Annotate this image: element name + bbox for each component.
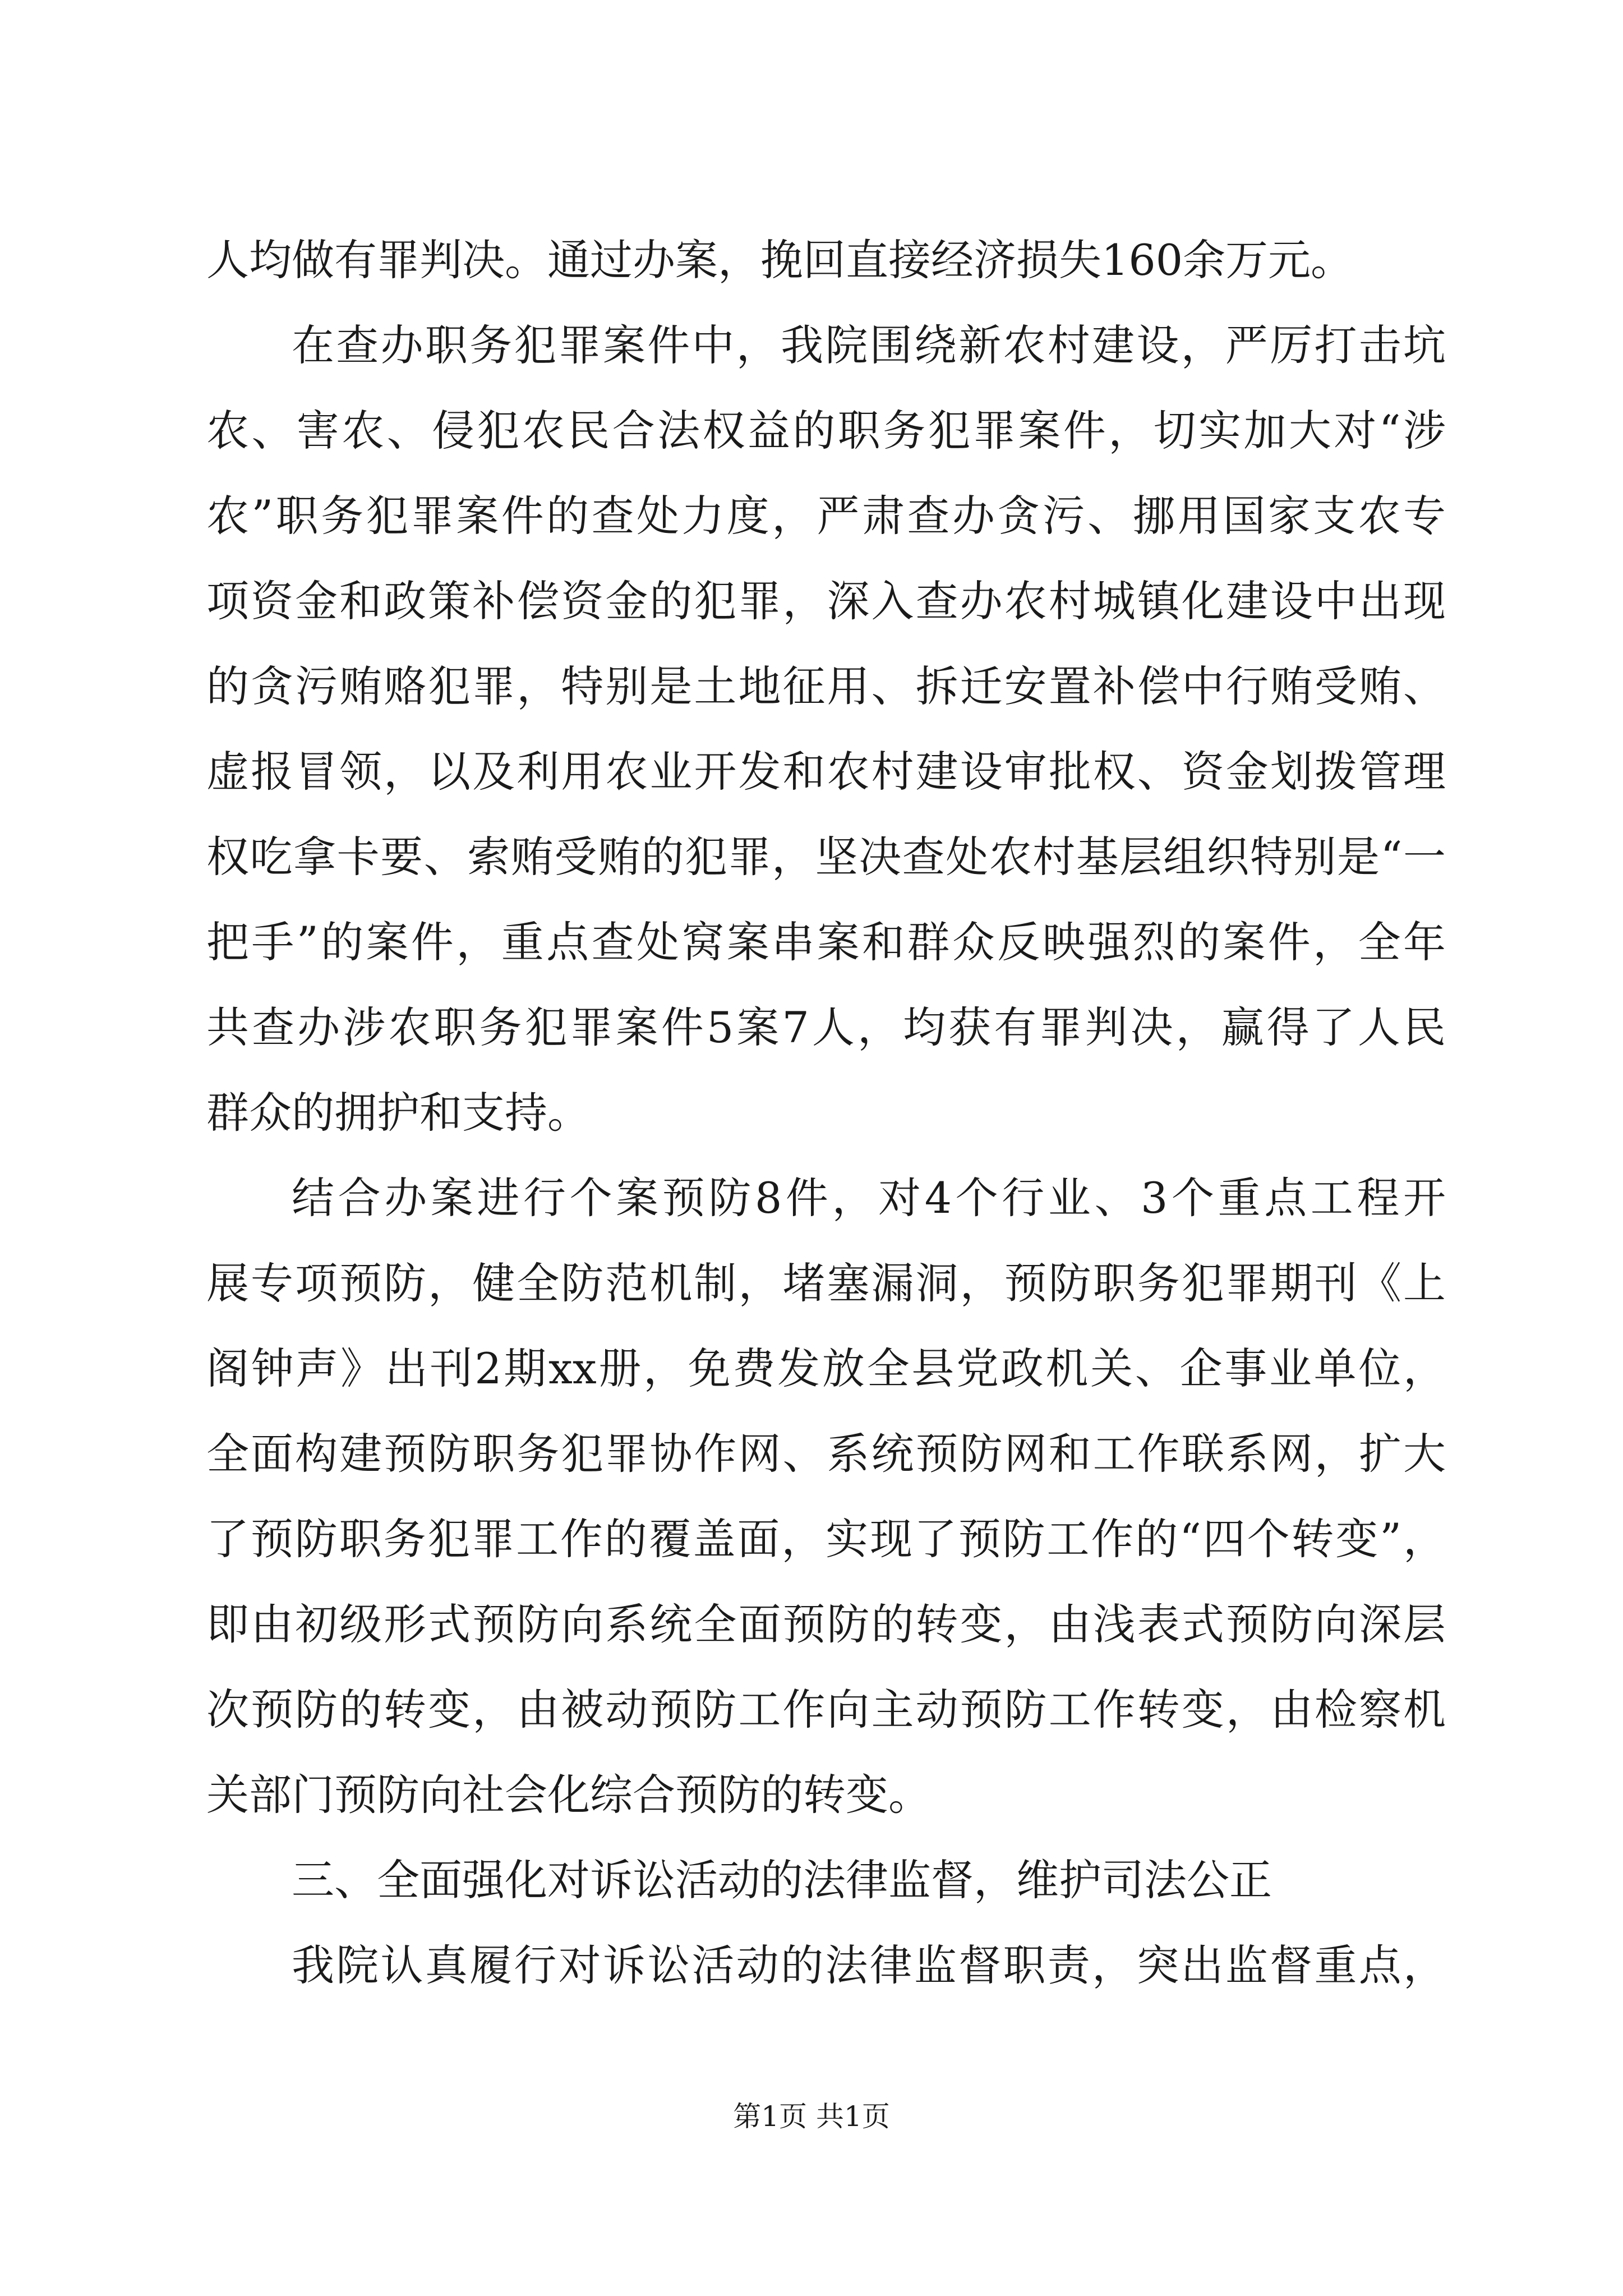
text-line-6: 的贪污贿赂犯罪，特别是土地征用、拆迁安置补偿中行贿受贿、: [206, 661, 1446, 711]
text-line-15: 全面构建预防职务犯罪协作网、系统预防网和工作联系网，扩大: [206, 1429, 1446, 1479]
text-line-9: 把手”的案件，重点查处窝案串案和群众反映强烈的案件，全年: [206, 917, 1446, 967]
section-heading: 三、全面强化对诉讼活动的法律监督，维护司法公正: [292, 1855, 1272, 1905]
text-line-12: 结合办案进行个案预防8件，对4个行业、3个重点工程开: [292, 1173, 1446, 1223]
text-line-10: 共查办涉农职务犯罪案件5案7人，均获有罪判决，赢得了人民: [206, 1002, 1446, 1052]
text-line-18: 次预防的转变，由被动预防工作向主动预防工作转变，由检察机: [206, 1685, 1446, 1734]
body-text: [206, 218, 1446, 2008]
text-line-4: 农”职务犯罪案件的查处力度，严肃查办贪污、挪用国家支农专: [206, 491, 1446, 541]
text-line-14: 阁钟声》出刊2期xx册，免费发放全县党政机关、企事业单位，: [206, 1343, 1446, 1393]
text-line-3: 农、害农、侵犯农民合法权益的职务犯罪案件，切实加大对“涉: [206, 406, 1446, 455]
text-line-5: 项资金和政策补偿资金的犯罪，深入查办农村城镇化建设中出现: [206, 576, 1446, 626]
text-line-7: 虚报冒领，以及利用农业开发和农村建设审批权、资金划拨管理: [206, 747, 1446, 797]
text-line-1: 人均做有罪判决。通过办案，挽回直接经济损失160余万元。: [206, 235, 1354, 285]
text-line-8: 权吃拿卡要、索贿受贿的犯罪，坚决查处农村基层组织特别是“一: [206, 832, 1446, 882]
text-line-19: 关部门预防向社会化综合预防的转变。: [206, 1770, 931, 1820]
page-footer: 第1页 共1页: [733, 2100, 890, 2133]
text-line-13: 展专项预防，健全防范机制，堵塞漏洞，预防职务犯罪期刊《上: [206, 1258, 1446, 1308]
text-line-11: 群众的拥护和支持。: [206, 1088, 590, 1138]
text-line-16: 了预防职务犯罪工作的覆盖面，实现了预防工作的“四个转变”，: [206, 1514, 1446, 1564]
text-line-17: 即由初级形式预防向系统全面预防的转变，由浅表式预防向深层: [206, 1599, 1446, 1649]
text-line-2: 在查办职务犯罪案件中，我院围绕新农村建设，严厉打击坑: [292, 320, 1446, 370]
text-line-21: 我院认真履行对诉讼活动的法律监督职责，突出监督重点，: [292, 1940, 1446, 1990]
